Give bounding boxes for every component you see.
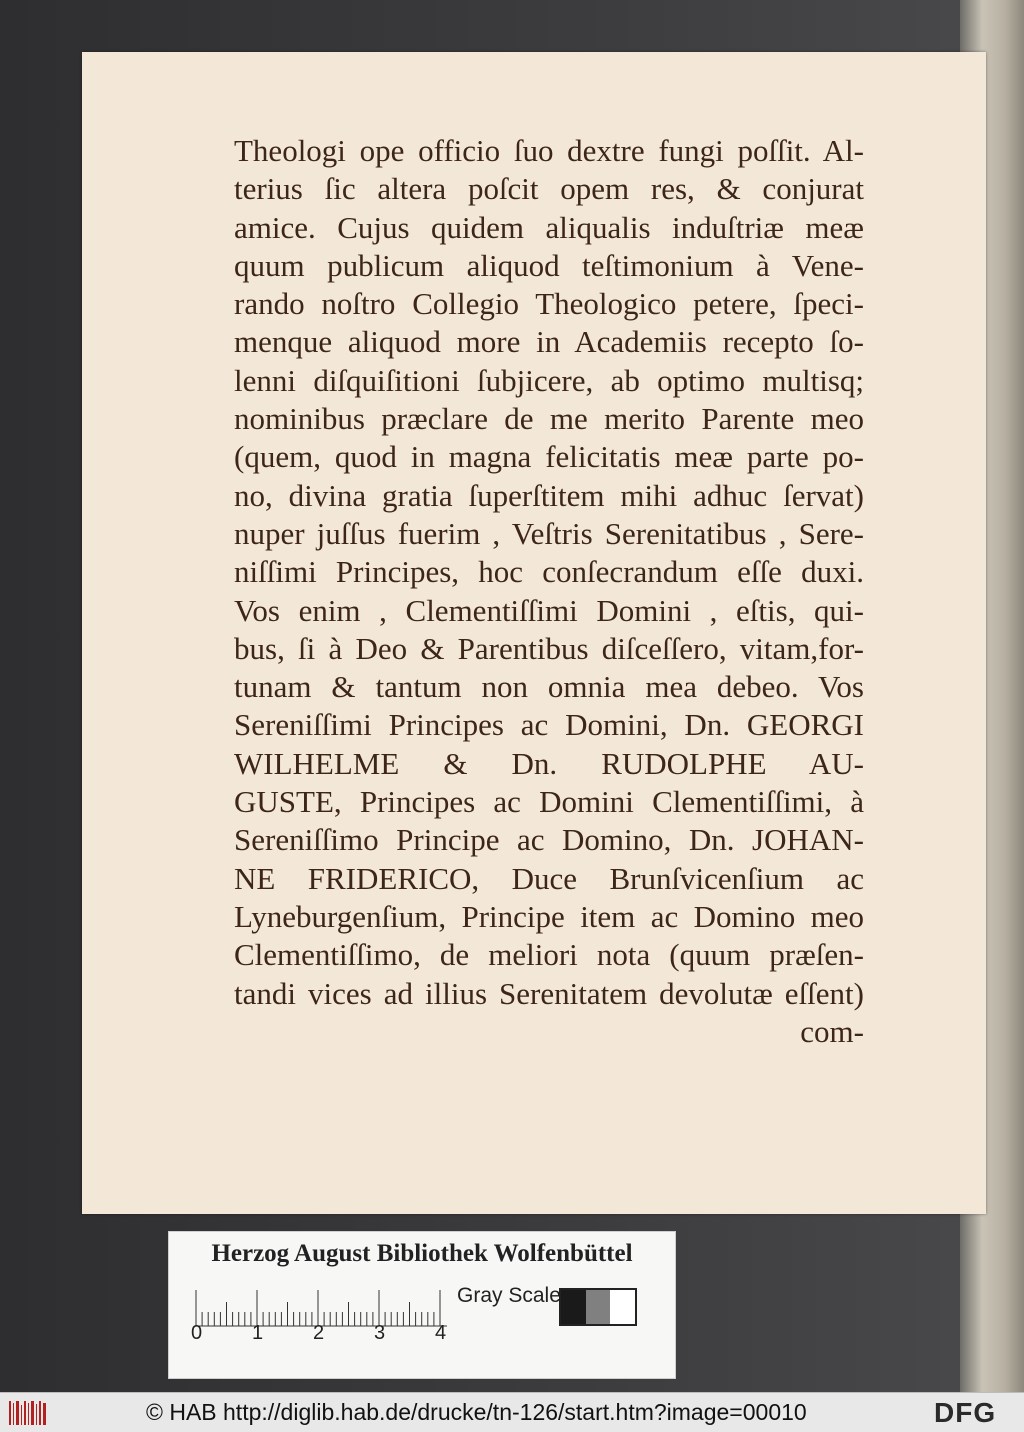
barcode-icon <box>8 1399 48 1427</box>
gray-swatch-dark <box>561 1290 586 1324</box>
text-line: lenni diſquiſitioni ſubjicere, ab optimo multisq; <box>234 362 864 398</box>
ruler-number: 1 <box>252 1322 264 1344</box>
text-line: menque aliquod more in Academiis recepto ſo- <box>234 324 864 360</box>
ruler-number: 2 <box>313 1322 325 1344</box>
text-line: NE FRIDERICO, Duce Brunſvicenſium ac <box>234 860 864 896</box>
text-line: tandi vices ad illius Serenitatem devolutæ eſſent) <box>234 975 864 1011</box>
text-line: amice. Cujus quidem aliqualis induſtriæ meæ <box>234 209 864 245</box>
text-line: bus, ſi à Deo & Parentibus diſceſſero, vitam,for- <box>234 630 864 666</box>
ruler-numbers <box>187 1322 457 1352</box>
text-line: WILHELME & Dn. RUDOLPHE AU- <box>234 745 864 781</box>
text-line: tunam & tantum non omnia mea debeo. Vos <box>234 669 864 705</box>
dfg-logo: DFG <box>934 1397 997 1428</box>
page-body-text <box>234 132 864 1051</box>
text-line: Sereniſſimi Principes ac Domini, Dn. GEORGI <box>234 707 864 743</box>
ruler-number: 3 <box>374 1322 386 1344</box>
ruler-number: 0 <box>191 1322 203 1344</box>
text-line: Clementiſſimo, de meliori nota (quum præſen- <box>234 937 864 973</box>
viewer-footer <box>0 1392 1024 1432</box>
text-line: terius ſic altera poſcit opem res, & conjurat <box>234 171 864 207</box>
text-line: quum publicum aliquod teſtimonium à Vene- <box>234 247 864 283</box>
ruler-number: 4 <box>435 1322 447 1344</box>
text-line: Vos enim , Clementiſſimi Domini , eſtis, qui- <box>234 592 864 628</box>
text-line: (quem, quod in magna felicitatis meæ parte po- <box>234 439 864 475</box>
gray-swatch-mid <box>586 1290 611 1324</box>
text-line: no, divina gratia ſuperſtitem mihi adhuc ſervat) <box>234 477 864 513</box>
copyright-url[interactable]: © HAB http://diglib.hab.de/drucke/tn-126/start.htm?image=00010 <box>146 1399 807 1425</box>
text-line: rando noſtro Collegio Theologico petere, ſpeci- <box>234 286 864 322</box>
text-line: nominibus præclare de me merito Parente meo <box>234 401 864 437</box>
catchword: com- <box>800 1013 864 1049</box>
text-line: GUSTE, Principes ac Domini Clementiſſimi, à <box>234 784 864 820</box>
gray-scale-swatch <box>559 1288 637 1326</box>
gray-scale-label: Gray Scale <box>457 1284 561 1307</box>
document-page <box>82 52 986 1214</box>
text-line: Sereniſſimo Principe ac Domino, Dn. JOHAN- <box>234 822 864 858</box>
library-name: Herzog August Bibliothek Wolfenbüttel <box>211 1240 633 1267</box>
text-line: Lyneburgenſium, Principe item ac Domino meo <box>234 898 864 934</box>
library-label-card <box>168 1231 676 1379</box>
text-line: Theologi ope officio ſuo dextre fungi poſſit. Al- <box>234 133 864 168</box>
text-line: nuper juſſus fuerim , Veſtris Serenitatibus , Sere- <box>234 515 864 551</box>
text-line: niſſimi Principes, hoc conſecrandum eſſe duxi. <box>234 554 864 590</box>
gray-swatch-light <box>610 1290 635 1324</box>
